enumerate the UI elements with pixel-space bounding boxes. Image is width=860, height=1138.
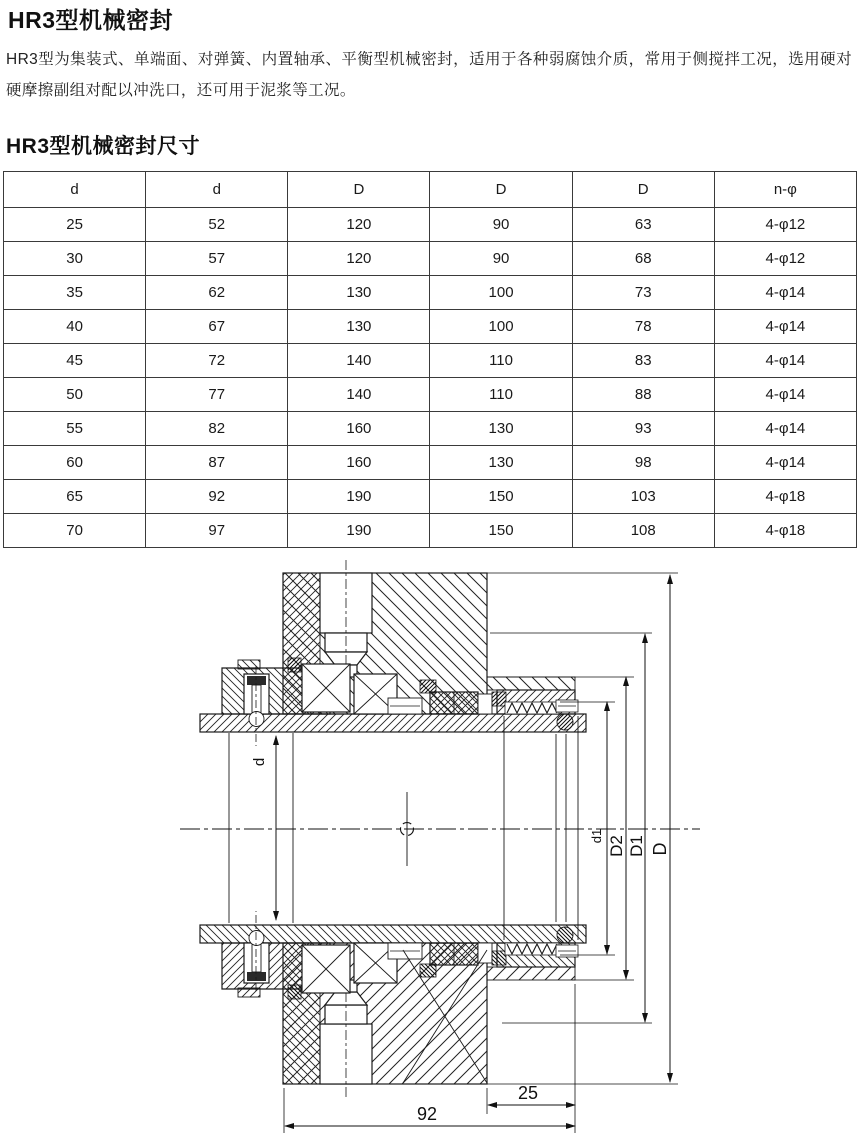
table-row (4, 276, 857, 310)
table-cell: 90 (430, 242, 572, 276)
dim-label-d: d (251, 757, 268, 767)
table-cell: 65 (4, 480, 146, 514)
table-cell: 190 (288, 480, 430, 514)
table-cell: 4-φ14 (714, 310, 856, 344)
table-cell: 130 (430, 446, 572, 480)
table-cell: 4-φ12 (714, 208, 856, 242)
table-cell: 4-φ12 (714, 242, 856, 276)
dim-label-D2: D2 (607, 835, 626, 857)
table-cell: 103 (572, 480, 714, 514)
dim-label-92: 92 (416, 1104, 438, 1124)
table-cell: 88 (572, 378, 714, 412)
table-cell: 55 (4, 412, 146, 446)
table-cell: 77 (146, 378, 288, 412)
seal-cross-section-drawing (0, 550, 860, 1138)
dim-label-d1: d1 (589, 828, 604, 844)
dimension-table-body (4, 208, 857, 548)
table-cell: 98 (572, 446, 714, 480)
table-row (4, 310, 857, 344)
table-cell: 160 (288, 412, 430, 446)
table-column-header: d (146, 172, 288, 208)
table-cell: 97 (146, 514, 288, 548)
table-cell: 140 (288, 344, 430, 378)
table-cell: 83 (572, 344, 714, 378)
table-cell: 4-φ14 (714, 344, 856, 378)
table-column-header: D (572, 172, 714, 208)
table-cell: 30 (4, 242, 146, 276)
table-cell: 160 (288, 446, 430, 480)
table-cell: 40 (4, 310, 146, 344)
table-row (4, 514, 857, 548)
table-cell: 110 (430, 378, 572, 412)
table-cell: 130 (288, 276, 430, 310)
table-cell: 110 (430, 344, 572, 378)
table-row (4, 412, 857, 446)
table-cell: 52 (146, 208, 288, 242)
table-row (4, 344, 857, 378)
table-cell: 4-φ14 (714, 412, 856, 446)
table-cell: 90 (430, 208, 572, 242)
table-cell: 73 (572, 276, 714, 310)
table-cell: 108 (572, 514, 714, 548)
table-cell: 87 (146, 446, 288, 480)
table-row (4, 208, 857, 242)
table-cell: 68 (572, 242, 714, 276)
table-cell: 4-φ14 (714, 276, 856, 310)
table-column-header: n-φ (714, 172, 856, 208)
table-cell: 4-φ18 (714, 514, 856, 548)
dim-label-25: 25 (517, 1083, 539, 1103)
table-cell: 150 (430, 514, 572, 548)
table-row (4, 242, 857, 276)
table-cell: 100 (430, 310, 572, 344)
table-cell: 63 (572, 208, 714, 242)
table-cell: 70 (4, 514, 146, 548)
seal-top-half (200, 560, 586, 746)
product-description: HR3型为集装式、单端面、对弹簧、内置轴承、平衡型机械密封，适用于各种弱腐蚀介质，常用于侧搅拌工况，选用硬对硬摩擦副组对配以冲洗口，还可用于泥浆等工况。 (6, 51, 852, 99)
table-cell: 78 (572, 310, 714, 344)
table-cell: 100 (430, 276, 572, 310)
table-column-header: D (288, 172, 430, 208)
seal-cross-section-figure (0, 550, 860, 1138)
table-cell: 50 (4, 378, 146, 412)
table-cell: 130 (288, 310, 430, 344)
dim-label-D1: D1 (627, 835, 646, 857)
table-cell: 130 (430, 412, 572, 446)
table-cell: 82 (146, 412, 288, 446)
table-cell: 25 (4, 208, 146, 242)
table-cell: 4-φ14 (714, 446, 856, 480)
table-row (4, 480, 857, 514)
table-row (4, 446, 857, 480)
table-cell: 45 (4, 344, 146, 378)
table-cell: 60 (4, 446, 146, 480)
table-header-row (4, 172, 857, 208)
table-cell: 140 (288, 378, 430, 412)
dimension-table (3, 171, 857, 548)
table-column-header: d (4, 172, 146, 208)
table-cell: 150 (430, 480, 572, 514)
table-cell: 92 (146, 480, 288, 514)
seal-bottom-half (200, 911, 586, 1097)
table-cell: 4-φ14 (714, 378, 856, 412)
table-row (4, 378, 857, 412)
table-cell: 67 (146, 310, 288, 344)
table-cell: 120 (288, 242, 430, 276)
table-cell: 72 (146, 344, 288, 378)
table-cell: 120 (288, 208, 430, 242)
table-column-header: D (430, 172, 572, 208)
table-cell: 57 (146, 242, 288, 276)
page-title: HR3型机械密封 (8, 7, 174, 33)
table-cell: 190 (288, 514, 430, 548)
table-cell: 62 (146, 276, 288, 310)
dimension-table-head (4, 172, 857, 208)
dim-label-D: D (650, 842, 670, 856)
section-title: HR3型机械密封尺寸 (6, 135, 201, 158)
table-cell: 35 (4, 276, 146, 310)
table-cell: 93 (572, 412, 714, 446)
table-cell: 4-φ18 (714, 480, 856, 514)
